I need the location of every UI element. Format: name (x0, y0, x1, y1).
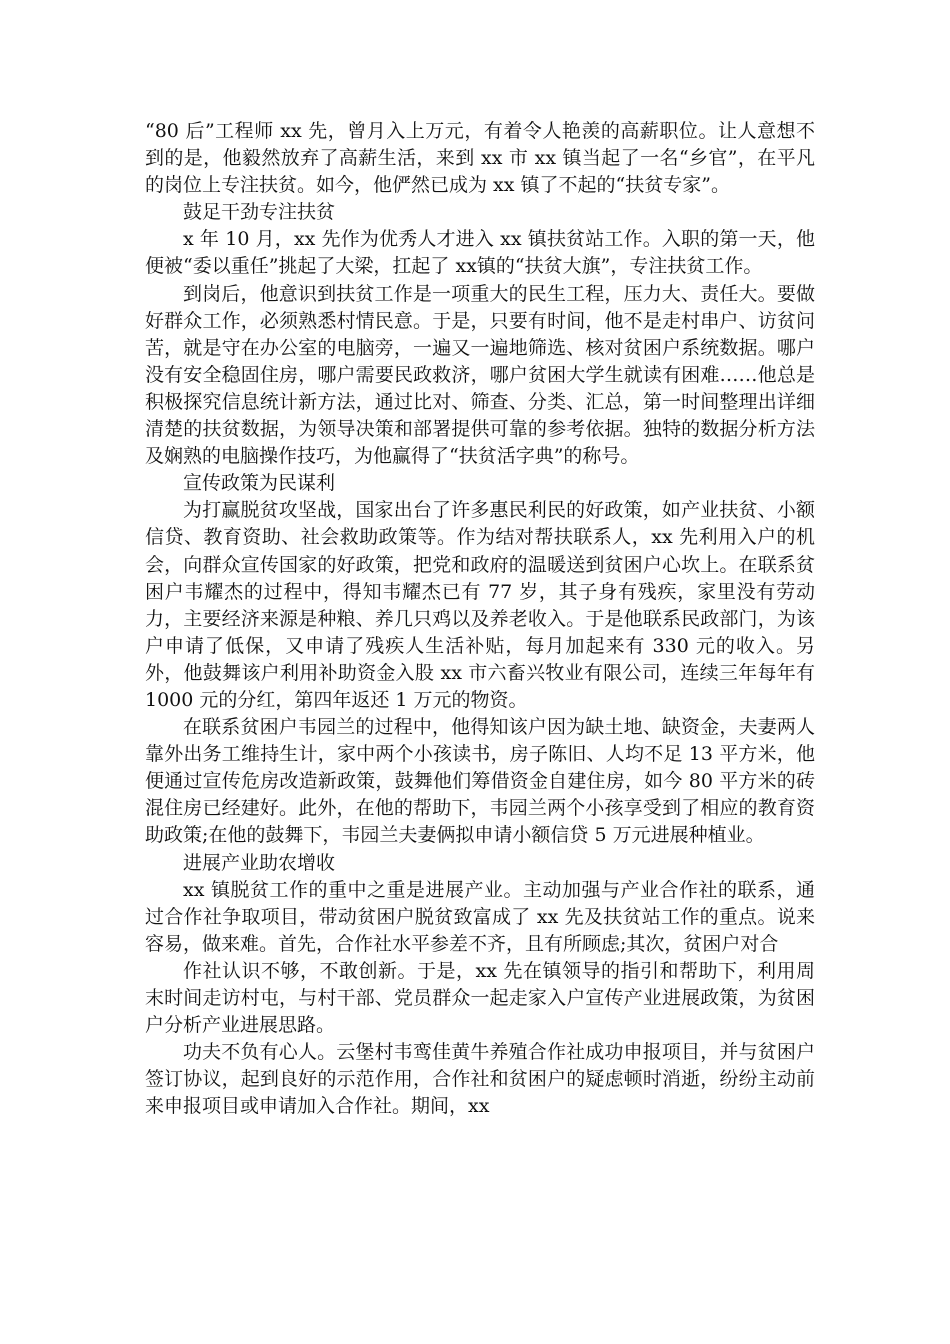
paragraph: 功夫不负有心人。云堡村韦鸾佳黄牛养殖合作社成功申报项目，并与贫困户签订协议，起到良好的示范作用，合作社和贫困户的疑虑顿时消逝，纷纷主动前来申报项目或申请加入合作社。期间，xx (145, 1041, 815, 1118)
document-body (145, 118, 815, 1120)
paragraph-intro: “80 后”工程师 xx 先，曾月入上万元，有着令人艳羡的高薪职位。让人意想不到的是，他毅然放弃了高薪生活，来到 xx 市 xx 镇当起了一名“乡官”，在平凡的岗位上专注扶贫。如今，他俨然已成为 xx 镇了不起的“扶贫专家”。 (145, 120, 815, 197)
section-heading-3: 进展产业助农增收 (183, 851, 336, 874)
paragraph: xx 镇脱贫工作的重中之重是进展产业。主动加强与产业合作社的联系，通过合作社争取项目，带动贫困户脱贫致富成了 xx 先及扶贫站工作的重点。说来容易，做来难。首先，合作社水平参差不齐，且有所顾虑;其次，贫困户对合 (145, 878, 815, 955)
paragraph: 作社认识不够，不敢创新。于是，xx 先在镇领导的指引和帮助下，利用周末时间走访村屯，与村干部、党员群众一起走家入户宣传产业进展政策，为贫困户分析产业进展思路。 (145, 959, 815, 1037)
section-heading-2: 宣传政策为民谋利 (183, 472, 336, 495)
paragraph: 在联系贫困户韦园兰的过程中，他得知该户因为缺土地、缺资金，夫妻两人靠外出务工维持生计，家中两个小孩读书，房子陈旧、人均不足 13 平方米，他便通过宣传危房改造新政策，鼓舞他们筹借资金自建住房，如今 80 平方米的砖混住房已经建好。此外，在他的帮助下，韦园兰两个小孩享受到了相应的教育资助政策;在他的鼓舞下，韦园兰夫妻俩拟申请小额信贷 5 万元进展种植业。 (145, 716, 815, 847)
paragraph: x 年 10 月，xx 先作为优秀人才进入 xx 镇扶贫站工作。入职的第一天，他便被“委以重任”挑起了大梁，扛起了 xx镇的“扶贫大旗”，专注扶贫工作。 (145, 228, 815, 278)
paragraph: 为打赢脱贫攻坚战，国家出台了许多惠民利民的好政策，如产业扶贫、小额信贷、教育资助、社会救助政策等。作为结对帮扶联系人，xx 先利用入户的机会，向群众宣传国家的好政策，把党和政府的温暖送到贫困户心坎上。在联系贫困户韦耀杰的过程中，得知韦耀杰已有 77 岁，其子身有残疾，家里没有劳动力，主要经济来源是种粮、养几只鸡以及养老收入。于是他联系民政部门，为该户申请了低保，又申请了残疾人生活补贴，每月加起来有 330 元的收入。另外，他鼓舞该户利用补助资金入股 xx 市六畜兴牧业有限公司，连续三年每年有 1000 元的分红，第四年返还 1 万元的物资。 (145, 499, 815, 711)
section-heading-1: 鼓足干劲专注扶贫 (183, 201, 336, 224)
paragraph: 到岗后，他意识到扶贫工作是一项重大的民生工程，压力大、责任大。要做好群众工作，必须熟悉村情民意。于是，只要有时间，他不是走村串户、访贫问苦，就是守在办公室的电脑旁，一遍又一遍地筛选、核对贫困户系统数据。哪户没有安全稳固住房，哪户需要民政救济，哪户贫困大学生就读有困难……他总是积极探究信息统计新方法，通过比对、筛查、分类、汇总，第一时间整理出详细清楚的扶贫数据，为领导决策和部署提供可靠的参考依据。独特的数据分析方法及娴熟的电脑操作技巧，为他赢得了“扶贫活字典”的称号。 (145, 282, 815, 468)
